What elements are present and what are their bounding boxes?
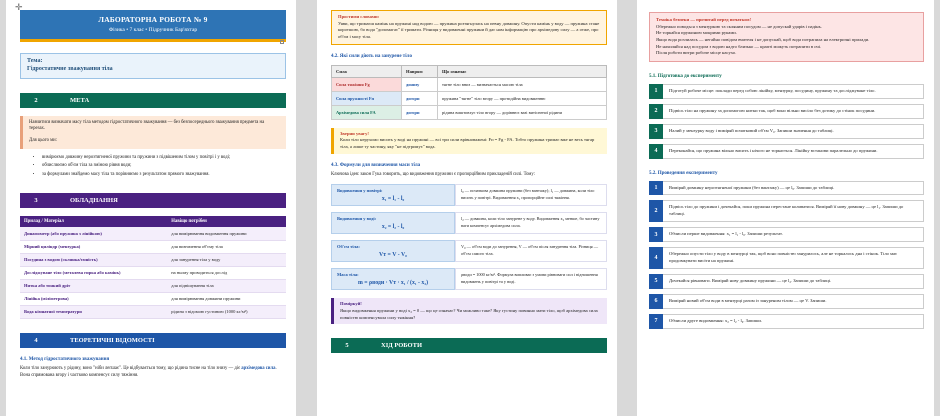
table-cell: на ньому проводиться дослід xyxy=(167,266,286,279)
box-label: Зверни увагу! xyxy=(340,130,369,136)
step-number: 3 xyxy=(649,227,663,242)
section-number: 4 xyxy=(34,336,38,344)
table-row xyxy=(20,305,286,318)
step-number: 2 xyxy=(649,200,663,222)
table-cell: Сила пружності Fп xyxy=(332,91,402,105)
box-label: Простими словами: xyxy=(338,14,380,19)
step-number: 1 xyxy=(649,181,663,196)
list-item xyxy=(649,181,924,196)
table-cell: Архімедова сила FA xyxy=(332,105,402,119)
table-cell: Мірний циліндр (мензурка) xyxy=(20,240,167,253)
formula-description: V₀ — об'єм води до занурення, V — об'єм після занурення тіла. Різниця — об'єм самого тіла. xyxy=(455,240,607,262)
formula-name: Маса тіла: xyxy=(337,272,359,278)
table-row xyxy=(20,292,286,305)
list-item xyxy=(649,124,924,139)
paragraph-text: Коли тіло занурюють у рідину, воно "ніби легшає". Це відбувається тому, що рідина тисне на тіло знизу — діє xyxy=(20,365,241,371)
step-text: Налий у мензурку воду і виміряй початковий об'єм V₀. Запиши значення до таблиці. xyxy=(663,124,924,139)
section-equipment-header xyxy=(20,193,286,208)
subsection-title: 4.1. Метод гідростатичного зважування xyxy=(20,356,110,362)
list-item: • обчислюємо об'єм тіла за зміною рівня води; xyxy=(42,162,286,170)
step-number: 3 xyxy=(649,124,663,139)
section-title: ТЕОРЕТИЧНІ ВІДОМОСТІ xyxy=(70,336,155,344)
box-label: Поміркуй! xyxy=(340,301,362,307)
section-goal-header xyxy=(20,93,286,108)
formula: x₂ = l₂ - l₀ xyxy=(381,224,405,231)
table-header: Напрям xyxy=(402,65,438,77)
table-row xyxy=(332,105,607,119)
step-text: Дочекайся рівноваги. Виміряй нову довжину пружини — це l₂. Запиши до таблиці. xyxy=(663,274,924,289)
table-cell: Сила тяжіння Fg xyxy=(332,77,402,91)
document-subtitle: Фізика • 7 клас • Підручник Бар'яхтар xyxy=(108,27,198,33)
formula-name: Видовження у повітрі: xyxy=(337,188,383,194)
list-item xyxy=(649,84,924,99)
section-title: ХІД РОБОТИ xyxy=(381,342,423,350)
table-header: Сила xyxy=(332,65,402,77)
resize-handle-icon[interactable] xyxy=(280,40,284,44)
prep-steps xyxy=(649,84,924,159)
section-number: 5 xyxy=(345,342,349,350)
formula-card xyxy=(331,212,455,234)
step-text: Обчисли перше видовження: x₁ = l₁ - l₀. Запиши результат. xyxy=(663,227,924,242)
move-handle-icon[interactable]: ✛ xyxy=(15,3,23,13)
attention-box xyxy=(331,128,607,154)
table-cell: донизу xyxy=(402,77,438,91)
formula-row xyxy=(331,240,607,262)
list-item xyxy=(649,104,924,119)
step-number: 7 xyxy=(649,314,663,329)
list-item xyxy=(649,200,924,222)
formula-description: ρводи = 1000 кг/м³. Формула випливає з умови рівноваги сил і відношення видовжень у повітрі та у воді. xyxy=(455,268,607,290)
equipment-table xyxy=(20,216,286,319)
table-cell: рідина виштовхує тіло вгору — дорівнює вазі витісненої рідини xyxy=(438,105,607,119)
section-title: ОБЛАДНАННЯ xyxy=(70,197,118,205)
table-header: Прилад / Матеріал xyxy=(20,216,167,227)
step-number: 4 xyxy=(649,144,663,159)
safety-line: Обережно поводься з мензуркою та скляним посудом — не допускай ударів і падінь. xyxy=(656,23,822,29)
goal-lead: Для цього ми: xyxy=(29,138,57,144)
goal-bullets xyxy=(20,154,286,179)
formula-card xyxy=(331,268,455,290)
table-cell: для підвішування тіла xyxy=(167,279,286,292)
step-number: 1 xyxy=(649,84,663,99)
step-text: Підвісь тіло до пружини і дочекайся, поки пружина перестане коливатися. Виміряй її нову довжину — це l₁. Запиши до таблиці. xyxy=(663,200,924,222)
step-number: 5 xyxy=(649,274,663,289)
table-cell: Лінійка (міліметрова) xyxy=(20,292,167,305)
table-row xyxy=(20,253,286,266)
table-cell: для вимірювання видовження пружини xyxy=(167,227,286,240)
safety-line: Після роботи витри робоче місце насухо. xyxy=(656,50,737,56)
topic-label: Тема: xyxy=(27,58,43,64)
page-1 xyxy=(6,0,296,416)
table-header: Що означає xyxy=(438,65,607,77)
experiment-steps xyxy=(649,181,924,329)
think-box xyxy=(331,298,607,324)
table-cell: для вимірювання довжини пружини xyxy=(167,292,286,305)
formula-name: Об'єм тіла: xyxy=(337,244,360,250)
box-text: Якщо видовження пружини у воді x₂ = 0 — що це означає? Чи можливо таке? Яку густину повинно мати тіло, щоб архімедова сила повністю компенсувала силу тяжіння? xyxy=(340,308,598,320)
subsection-title: 5.1. Підготовка до експерименту xyxy=(649,73,722,79)
list-item xyxy=(649,314,924,329)
page-2 xyxy=(317,0,617,416)
formula: m = ρводи · Vт · x₁ / (x₁ - x₂) xyxy=(357,280,429,287)
table-row xyxy=(332,91,607,105)
formula-row xyxy=(331,268,607,290)
step-text: Підвісь тіло на пружину за допомогою нитки так, щоб воно вільно висіло без дотику до стінок посудини. xyxy=(663,104,924,119)
document-header xyxy=(20,10,286,42)
step-text: Обережно опусти тіло у воду в мензурці так, щоб воно повністю занурилось, але не торкалось дна і стінок. Тіло має продовжувати висіти на пружині. xyxy=(663,247,924,269)
step-number: 6 xyxy=(649,294,663,309)
formula-row xyxy=(331,184,607,206)
table-cell: догори xyxy=(402,105,438,119)
table-row xyxy=(332,77,607,91)
step-text: Переконайся, що пружина вільно висить і нічого не торкається. Лінійку встанови паралельно до пружини. xyxy=(663,144,924,159)
list-item: • за формулами знайдемо масу тіла та порівняємо з результатом прямого зважування. xyxy=(42,171,286,179)
table-cell: тягне тіло вниз — визначається масою тіла xyxy=(438,77,607,91)
list-item xyxy=(649,247,924,269)
goal-box xyxy=(20,116,286,149)
simple-words-box xyxy=(331,10,607,45)
table-cell: Динамометр (або пружина з лінійкою) xyxy=(20,227,167,240)
table-row xyxy=(20,240,286,253)
formula-name: Видовження у воді: xyxy=(337,216,377,222)
section-progress-header xyxy=(331,338,607,353)
table-cell: догори xyxy=(402,91,438,105)
table-row xyxy=(20,266,286,279)
safety-box xyxy=(649,12,924,62)
table-cell: Нитка або тонкий дріт xyxy=(20,279,167,292)
list-item xyxy=(649,227,924,242)
table-cell: для визначення об'єму тіла xyxy=(167,240,286,253)
formula-row xyxy=(331,212,607,234)
formula-description: l₀ — початкова довжина пружини (без вантажу); l₁ — довжина, коли тіло висить у повітрі. Видовження x₁ пропорційне силі тяжіння. xyxy=(455,184,607,206)
table-cell: для занурення тіла у воду xyxy=(167,253,286,266)
list-item xyxy=(649,274,924,289)
table-cell: рідина з відомою густиною (1000 кг/м³) xyxy=(167,305,286,318)
theory-paragraph xyxy=(20,366,286,380)
box-text: Коли тіло нерухомо висить у воді на пружині — всі три сили врівноважені: Fп = Fg - FA. Тобто пружина тримає вже не весь тягар тіла, а лише ту частину, яку "не підтримує" вода. xyxy=(340,137,595,149)
formula: x₁ = l₁ - l₀ xyxy=(381,196,405,203)
formula-description: l₂ — довжина, коли тіло занурене у воду. Видовження x₂ менше, бо частину ваги компенсує архімедова сила. xyxy=(455,212,607,234)
step-text: Підготуй робоче місце: поклади перед собою лінійку, мензурку, посудину, пружину та досліджуване тіло. xyxy=(663,84,924,99)
box-label: Техніка безпеки — прочитай перед початком! xyxy=(656,17,752,22)
topic-box xyxy=(20,53,286,79)
subsection-title: 4.3. Формули для визначення маси тіла xyxy=(331,162,421,168)
list-item xyxy=(649,144,924,159)
formulas-intro: Ключова ідея: закон Гука говорить, що видовження пружини є пропорційним прикладеній силі. Тому: xyxy=(331,171,535,177)
safety-line: Не нахиляйся над посудом з водою надто близько — крапті можуть потрапити в очі. xyxy=(656,43,822,49)
table-row xyxy=(20,227,286,240)
paragraph-text: . Вона спрямована вгору і частково компенсує силу тяжіння. xyxy=(20,365,277,378)
subsection-title: 4.2. Які сили діють на занурене тіло xyxy=(331,53,412,59)
table-cell: Вода кімнатної температури xyxy=(20,305,167,318)
goal-text: Навчитися визначати масу тіла методом гідростатичного зважування — без безпосереднього зважування предмета на терезах. xyxy=(29,119,265,132)
safety-line: Не торкайся пружиною мокрими руками. xyxy=(656,30,737,36)
step-text: Обчисли друге видовження: x₂ = l₂ - l₀. Запиши. xyxy=(663,314,924,329)
table-cell: Досліджуване тіло (металева гирка або камінь) xyxy=(20,266,167,279)
safety-line: Якщо вода розлилась — негайно повідом вчителя і не допускай, щоб вода потрапила на електричні прилади. xyxy=(656,36,870,42)
table-cell: пружина "тягне" тіло вгору — протидійна видовженню xyxy=(438,91,607,105)
topic-text: Гідростатичне зважування тіла xyxy=(27,65,113,72)
step-text: Виміряй довжину нерозтягненої пружини (без вантажу) — це l₀. Запиши до таблиці. xyxy=(663,181,924,196)
section-title: МЕТА xyxy=(70,96,90,104)
forces-table xyxy=(331,65,607,120)
table-header: Навіщо потрібен xyxy=(167,216,286,227)
section-number: 3 xyxy=(34,197,38,205)
highlight-term: архімедова сила xyxy=(241,365,276,371)
box-text: Уяви, що тримаєш камінь на пружині над водою — пружина розтягнулась на певну довжину. Опусти камінь у воду — пружина стане коротшою, бо вода "допомагає" її тримати. Різниця у видовженні пружини й дає нам інформацію про архімедову силу — а отже, про об'єм і масу тіла. xyxy=(338,20,600,39)
formula-card xyxy=(331,184,455,206)
list-item: • вимірюємо довжину нерозтягненої пружини та пружини з підвішеним тілом у повітрі і у воді; xyxy=(42,154,286,162)
subsection-title: 5.2. Проведення експерименту xyxy=(649,170,718,176)
step-number: 2 xyxy=(649,104,663,119)
step-number: 4 xyxy=(649,247,663,269)
formula: Vт = V - V₀ xyxy=(379,252,407,259)
section-number: 2 xyxy=(34,96,38,104)
page-3 xyxy=(637,0,934,416)
document-title: ЛАБОРАТОРНА РОБОТА № 9 xyxy=(98,15,208,24)
step-text: Виміряй новий об'єм води в мензурці разом із зануреним тілом — це V. Запиши. xyxy=(663,294,924,309)
list-item xyxy=(649,294,924,309)
section-theory-header xyxy=(20,333,286,348)
table-cell: Посудина з водою (склянка/ємність) xyxy=(20,253,167,266)
formula-card xyxy=(331,240,455,262)
table-row xyxy=(20,279,286,292)
